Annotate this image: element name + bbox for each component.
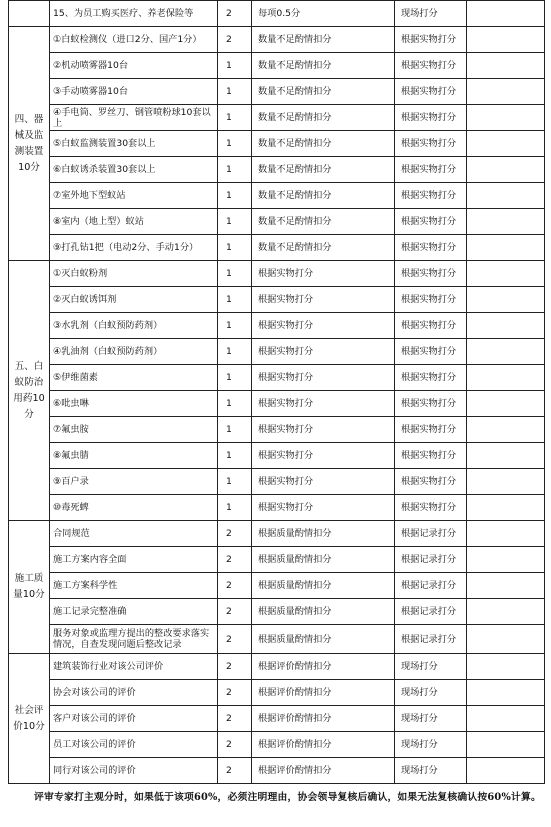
item-cell: ①白蚁检测仪（进口2分、国产1分） xyxy=(50,27,218,53)
table-row xyxy=(9,680,545,706)
points-cell: 1 xyxy=(218,261,252,287)
item-cell: ⑨打孔钻1把（电动2分、手动1分） xyxy=(50,235,218,261)
blank-cell xyxy=(467,209,545,235)
blank-cell xyxy=(467,732,545,758)
method-cell: 根据实物打分 xyxy=(395,235,467,261)
blank-cell xyxy=(467,27,545,53)
points-cell: 1 xyxy=(218,209,252,235)
criteria-cell: 根据实物打分 xyxy=(252,391,395,417)
blank-cell xyxy=(467,53,545,79)
table-row xyxy=(9,521,545,547)
points-cell: 2 xyxy=(218,573,252,599)
table-row xyxy=(9,183,545,209)
points-cell: 1 xyxy=(218,365,252,391)
criteria-cell: 根据评价酌情扣分 xyxy=(252,758,395,784)
criteria-cell: 根据质量酌情扣分 xyxy=(252,547,395,573)
item-cell: ⑨百户录 xyxy=(50,469,218,495)
method-cell: 根据实物打分 xyxy=(395,443,467,469)
method-cell: 现场打分 xyxy=(395,654,467,680)
item-cell: ④乳油剂（白蚁预防药剂） xyxy=(50,339,218,365)
criteria-cell: 根据实物打分 xyxy=(252,261,395,287)
blank-cell xyxy=(467,573,545,599)
table-row xyxy=(9,157,545,183)
criteria-cell: 根据实物打分 xyxy=(252,443,395,469)
criteria-cell: 数量不足酌情扣分 xyxy=(252,131,395,157)
item-cell: 协会对该公司的评价 xyxy=(50,680,218,706)
category-construction-quality: 施工质量10分 xyxy=(9,521,50,654)
criteria-cell: 数量不足酌情扣分 xyxy=(252,235,395,261)
points-cell: 1 xyxy=(218,53,252,79)
item-cell: ⑧室内（地上型）蚁站 xyxy=(50,209,218,235)
method-cell: 根据实物打分 xyxy=(395,131,467,157)
table-row xyxy=(9,706,545,732)
blank-cell xyxy=(467,654,545,680)
blank-cell xyxy=(467,79,545,105)
item-cell: ③水乳剂（白蚁预防药剂） xyxy=(50,313,218,339)
blank-cell xyxy=(467,495,545,521)
method-cell: 根据记录打分 xyxy=(395,599,467,625)
points-cell: 2 xyxy=(218,732,252,758)
blank-cell xyxy=(467,521,545,547)
points-cell: 2 xyxy=(218,758,252,784)
criteria-cell: 数量不足酌情扣分 xyxy=(252,53,395,79)
item-cell: ③手动喷雾器10台 xyxy=(50,79,218,105)
points-cell: 1 xyxy=(218,495,252,521)
criteria-cell: 数量不足酌情扣分 xyxy=(252,209,395,235)
table-row xyxy=(9,287,545,313)
item-cell: 合同规范 xyxy=(50,521,218,547)
method-cell: 根据记录打分 xyxy=(395,547,467,573)
method-cell: 根据实物打分 xyxy=(395,79,467,105)
points-cell: 2 xyxy=(218,654,252,680)
points-cell: 2 xyxy=(218,547,252,573)
category-social-evaluation: 社会评价10分 xyxy=(9,654,50,784)
method-cell: 根据实物打分 xyxy=(395,183,467,209)
criteria-cell: 根据实物打分 xyxy=(252,339,395,365)
points-cell: 1 xyxy=(218,313,252,339)
table-row xyxy=(9,758,545,784)
points-cell: 1 xyxy=(218,391,252,417)
criteria-cell: 根据实物打分 xyxy=(252,417,395,443)
method-cell: 根据记录打分 xyxy=(395,521,467,547)
points-cell: 1 xyxy=(218,339,252,365)
blank-cell xyxy=(467,680,545,706)
blank-cell xyxy=(467,443,545,469)
criteria-cell: 根据实物打分 xyxy=(252,313,395,339)
blank-cell xyxy=(467,131,545,157)
criteria-cell: 根据评价酌情扣分 xyxy=(252,680,395,706)
blank-cell xyxy=(467,365,545,391)
table-row xyxy=(9,27,545,53)
criteria-cell: 数量不足酌情扣分 xyxy=(252,79,395,105)
points-cell: 1 xyxy=(218,235,252,261)
table-row xyxy=(9,105,545,131)
category-pesticides: 五、白蚁防治用药10分 xyxy=(9,261,50,521)
blank-cell xyxy=(467,1,545,27)
points-cell: 1 xyxy=(218,417,252,443)
points-cell: 2 xyxy=(218,706,252,732)
method-cell: 根据实物打分 xyxy=(395,157,467,183)
criteria-cell: 数量不足酌情扣分 xyxy=(252,27,395,53)
method-cell: 根据记录打分 xyxy=(395,573,467,599)
table-row xyxy=(9,443,545,469)
table-row xyxy=(9,654,545,680)
criteria-cell: 根据评价酌情扣分 xyxy=(252,706,395,732)
footer-note: 评审专家打主观分时，如果低于该项60%，必须注明理由，协会领导复核后确认，如果无法复核确认按60%计算。 xyxy=(34,792,541,803)
method-cell: 根据记录打分 xyxy=(395,625,467,654)
item-cell: ②机动喷雾器10台 xyxy=(50,53,218,79)
item-cell: 建筑装饰行业对该公司评价 xyxy=(50,654,218,680)
table-row xyxy=(9,365,545,391)
item-cell: ④手电筒、罗丝刀、钢管喷粉球10套以上 xyxy=(50,105,218,131)
table-row xyxy=(9,79,545,105)
item-cell: 客户对该公司的评价 xyxy=(50,706,218,732)
table-row xyxy=(9,209,545,235)
blank-cell xyxy=(467,287,545,313)
item-cell: 15、为员工购买医疗、养老保险等 xyxy=(50,1,218,27)
blank-cell xyxy=(467,235,545,261)
method-cell: 根据实物打分 xyxy=(395,105,467,131)
table-row xyxy=(9,131,545,157)
method-cell: 根据实物打分 xyxy=(395,495,467,521)
blank-cell xyxy=(467,599,545,625)
criteria-cell: 根据实物打分 xyxy=(252,365,395,391)
criteria-cell: 根据评价酌情扣分 xyxy=(252,654,395,680)
table-row xyxy=(9,391,545,417)
table-row xyxy=(9,599,545,625)
blank-cell xyxy=(467,183,545,209)
blank-cell xyxy=(467,547,545,573)
blank-cell xyxy=(467,105,545,131)
item-cell: ①灭白蚁粉剂 xyxy=(50,261,218,287)
method-cell: 根据实物打分 xyxy=(395,365,467,391)
points-cell: 2 xyxy=(218,625,252,654)
method-cell: 根据实物打分 xyxy=(395,27,467,53)
points-cell: 2 xyxy=(218,521,252,547)
method-cell: 现场打分 xyxy=(395,680,467,706)
method-cell: 现场打分 xyxy=(395,758,467,784)
method-cell: 根据实物打分 xyxy=(395,417,467,443)
category-equipment: 四、器械及监测装置10分 xyxy=(9,27,50,261)
table-row xyxy=(9,469,545,495)
criteria-cell: 根据质量酌情扣分 xyxy=(252,521,395,547)
item-cell: ⑩毒死蜱 xyxy=(50,495,218,521)
points-cell: 1 xyxy=(218,287,252,313)
item-cell: ②灭白蚁诱饵剂 xyxy=(50,287,218,313)
points-cell: 1 xyxy=(218,79,252,105)
table-row xyxy=(9,732,545,758)
item-cell: 员工对该公司的评价 xyxy=(50,732,218,758)
item-cell: ⑤白蚁监测装置30套以上 xyxy=(50,131,218,157)
criteria-cell: 根据实物打分 xyxy=(252,287,395,313)
blank-cell xyxy=(467,469,545,495)
points-cell: 1 xyxy=(218,105,252,131)
criteria-cell: 数量不足酌情扣分 xyxy=(252,183,395,209)
method-cell: 现场打分 xyxy=(395,1,467,27)
method-cell: 根据实物打分 xyxy=(395,313,467,339)
item-cell: ⑥吡虫啉 xyxy=(50,391,218,417)
category-cell xyxy=(9,1,50,27)
blank-cell xyxy=(467,261,545,287)
criteria-cell: 根据质量酌情扣分 xyxy=(252,599,395,625)
points-cell: 1 xyxy=(218,157,252,183)
method-cell: 根据实物打分 xyxy=(395,287,467,313)
method-cell: 根据实物打分 xyxy=(395,469,467,495)
table-row xyxy=(9,625,545,654)
item-cell: ⑦室外地下型蚁站 xyxy=(50,183,218,209)
item-cell: ⑦氟虫胺 xyxy=(50,417,218,443)
table-row xyxy=(9,313,545,339)
blank-cell xyxy=(467,339,545,365)
blank-cell xyxy=(467,391,545,417)
points-cell: 2 xyxy=(218,599,252,625)
item-cell: ⑧氟虫腈 xyxy=(50,443,218,469)
blank-cell xyxy=(467,706,545,732)
points-cell: 1 xyxy=(218,443,252,469)
points-cell: 1 xyxy=(218,183,252,209)
item-cell: 服务对象或监理方提出的整改要求落实情况，自查发现问题后整改记录 xyxy=(50,625,218,654)
method-cell: 根据实物打分 xyxy=(395,339,467,365)
criteria-cell: 数量不足酌情扣分 xyxy=(252,105,395,131)
item-cell: 施工方案科学性 xyxy=(50,573,218,599)
points-cell: 2 xyxy=(218,1,252,27)
blank-cell xyxy=(467,625,545,654)
criteria-cell: 根据评价酌情扣分 xyxy=(252,732,395,758)
criteria-cell: 每项0.5分 xyxy=(252,1,395,27)
table-row xyxy=(9,547,545,573)
table-row xyxy=(9,235,545,261)
item-cell: ⑤伊维菌素 xyxy=(50,365,218,391)
points-cell: 1 xyxy=(218,131,252,157)
scoring-table xyxy=(8,0,545,784)
criteria-cell: 数量不足酌情扣分 xyxy=(252,157,395,183)
blank-cell xyxy=(467,417,545,443)
item-cell: ⑥白蚁诱杀装置30套以上 xyxy=(50,157,218,183)
item-cell: 施工方案内容全面 xyxy=(50,547,218,573)
method-cell: 现场打分 xyxy=(395,732,467,758)
criteria-cell: 根据实物打分 xyxy=(252,469,395,495)
method-cell: 根据实物打分 xyxy=(395,261,467,287)
table-row xyxy=(9,339,545,365)
table-row xyxy=(9,53,545,79)
method-cell: 现场打分 xyxy=(395,706,467,732)
blank-cell xyxy=(467,157,545,183)
table-row xyxy=(9,261,545,287)
blank-cell xyxy=(467,313,545,339)
table-row xyxy=(9,1,545,27)
criteria-cell: 根据实物打分 xyxy=(252,495,395,521)
item-cell: 同行对该公司的评价 xyxy=(50,758,218,784)
points-cell: 1 xyxy=(218,469,252,495)
item-cell: 施工记录完整准确 xyxy=(50,599,218,625)
points-cell: 2 xyxy=(218,680,252,706)
table-row xyxy=(9,573,545,599)
blank-cell xyxy=(467,758,545,784)
criteria-cell: 根据质量酌情扣分 xyxy=(252,625,395,654)
method-cell: 根据实物打分 xyxy=(395,53,467,79)
table-row xyxy=(9,495,545,521)
points-cell: 2 xyxy=(218,27,252,53)
table-row xyxy=(9,417,545,443)
method-cell: 根据实物打分 xyxy=(395,391,467,417)
method-cell: 根据实物打分 xyxy=(395,209,467,235)
criteria-cell: 根据质量酌情扣分 xyxy=(252,573,395,599)
